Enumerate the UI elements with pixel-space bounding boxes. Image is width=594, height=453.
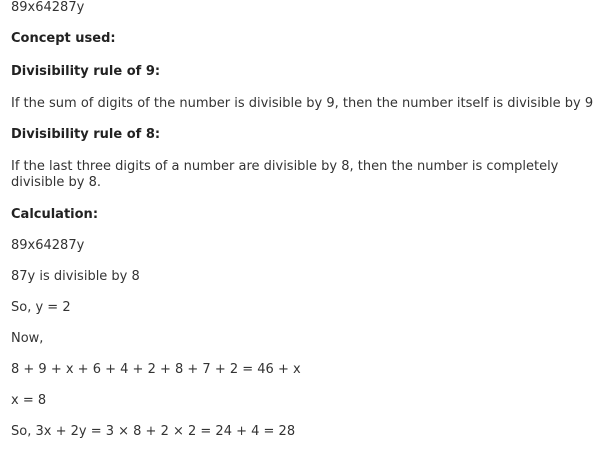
x-value-step: x = 8	[11, 393, 47, 408]
number-expression-repeat: 89x64287y	[11, 238, 85, 253]
rule-8-heading: Divisibility rule of 8:	[11, 127, 161, 142]
calculation-heading: Calculation:	[11, 207, 99, 222]
digit-sum-step: 8 + 9 + x + 6 + 4 + 2 + 8 + 7 + 2 = 46 + x	[11, 362, 301, 377]
concept-heading: Concept used:	[11, 31, 116, 46]
rule-9-heading: Divisibility rule of 9:	[11, 64, 161, 79]
divisibility-step: 87y is divisible by 8	[11, 269, 140, 284]
now-label: Now,	[11, 331, 44, 346]
y-value-step: So, y = 2	[11, 300, 71, 315]
rule-9-text: If the sum of digits of the number is divisible by 9, then the number itself is divisible by 9	[11, 96, 594, 111]
rule-8-text: If the last three digits of a number are divisible by 8, then the number is completely divisible by 8.	[11, 159, 559, 190]
final-answer: So, 3x + 2y = 3 × 8 + 2 × 2 = 24 + 4 = 28	[11, 424, 296, 439]
number-expression: 89x64287y	[11, 0, 85, 15]
